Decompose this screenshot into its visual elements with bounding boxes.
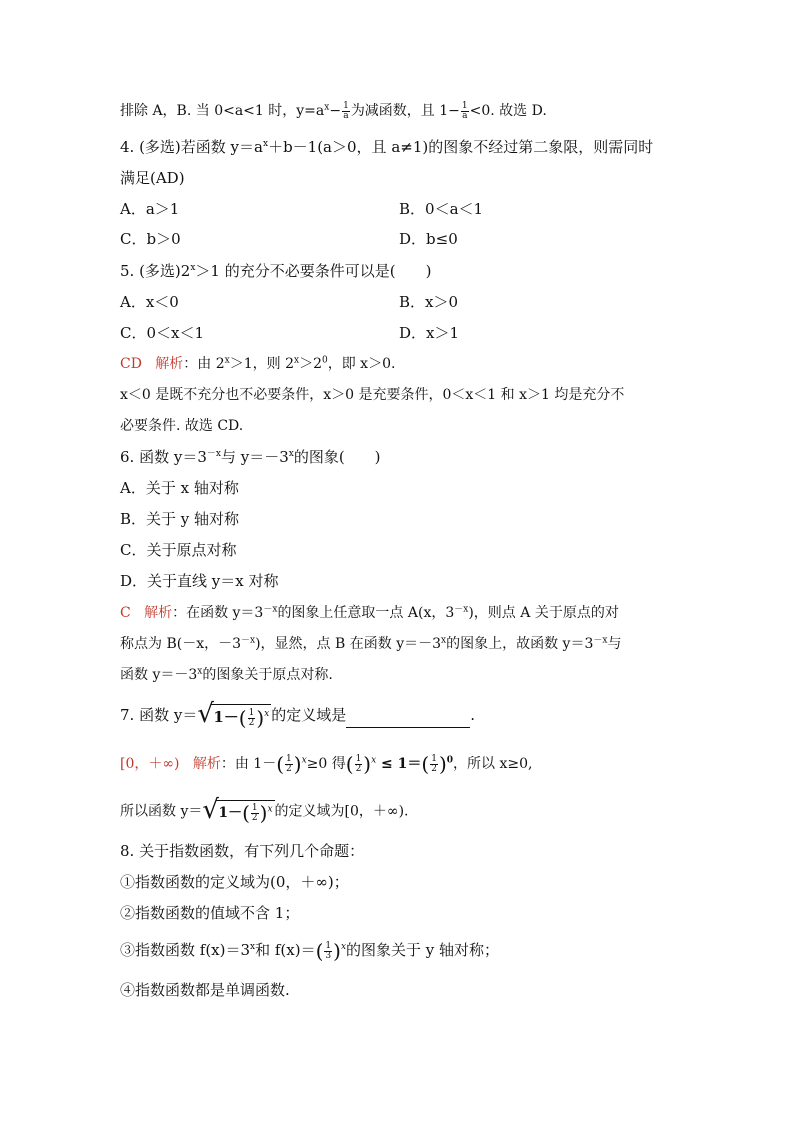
option-d: D．x＞1 [399, 324, 460, 342]
text: 的图象上，故函数 y＝3 [446, 636, 594, 652]
explanation: x＜0 是既不充分也不必要条件，x＞0 是充要条件，0＜x＜1 和 x＞1 均是充分不 [120, 387, 625, 403]
frac-den: 2 [431, 763, 437, 774]
text: ，所以 x≥0, [453, 756, 533, 772]
question-7 [120, 699, 475, 730]
frac-den: a [343, 110, 349, 121]
question-5 [120, 261, 431, 281]
sup: －x [454, 604, 469, 615]
sup: x [250, 942, 256, 952]
text: 4. (多选)若函数 y＝a [120, 138, 263, 156]
sup: x [324, 102, 330, 113]
option-b: B．关于 y 轴对称 [120, 510, 240, 528]
option-d: D．关于直线 y＝x 对称 [120, 572, 279, 590]
text: ：由 1－ [220, 756, 277, 772]
sup: x [441, 635, 447, 646]
text: 5. (多选)2 [120, 262, 191, 280]
text: <0. 故选 D. [469, 103, 547, 119]
option-a: A．x＜0 [120, 293, 179, 311]
text: 排除 A，B. 当 0<a<1 时，y=a [120, 103, 325, 119]
text: ＋b－1(a＞0，且 a≠1)的图象不经过第二象限，则需同时 [268, 138, 654, 156]
text: 与 [607, 636, 622, 652]
option-c: C．0＜x＜1 [120, 324, 205, 342]
fraction [355, 755, 363, 774]
text: ：由 2 [183, 356, 225, 372]
frac-den: 2 [286, 763, 292, 774]
sup: x [262, 139, 269, 149]
text: 的图象关于 y 轴对称； [346, 941, 500, 959]
answer-blank [346, 713, 470, 728]
text: 的定义域是 [271, 706, 347, 724]
statement-3: ③指数函数 $f(x)=3^x$和 f(x)＝( $\frac{1}{3}$ )$^x$的图象关于 y 轴对称； [120, 939, 500, 963]
frac-num: 1 [325, 940, 332, 951]
option-a: A．a＞1 [120, 200, 180, 218]
statement-2: ②指数函数的值域不含 1； [120, 904, 300, 922]
sup: 0 [322, 355, 328, 366]
text: 1－ [213, 708, 239, 726]
text: 的图象( ) [293, 448, 381, 466]
sup: －x [593, 635, 608, 646]
text: ≤ 1＝ [376, 756, 422, 772]
sup: x [294, 355, 300, 366]
option-d: D．b≤0 [399, 230, 458, 248]
fraction [430, 755, 438, 774]
sup: x [340, 942, 347, 952]
fraction [251, 804, 259, 823]
text: ：在函数 y＝3 [172, 605, 264, 621]
sup: －x [241, 635, 256, 646]
answer-6 [120, 603, 619, 623]
sup: x [264, 709, 270, 719]
question-4-cont: 满足(AD) [120, 169, 185, 187]
explanation [120, 795, 409, 825]
text: ，即 x＞0. [327, 356, 396, 372]
text: 与 y＝－3 [220, 448, 289, 466]
sup: －x [206, 449, 221, 459]
frac-den: a [462, 110, 468, 121]
frac-num: 1 [248, 707, 255, 718]
explanation [120, 634, 621, 654]
option-c: C．b＞0 [120, 230, 181, 248]
explanation [120, 665, 333, 685]
fraction [285, 755, 293, 774]
sup: x [288, 449, 294, 459]
text: 和 f(x)＝ [255, 941, 316, 959]
option-b: B．0＜a＜1 [399, 200, 484, 218]
text: . [470, 706, 475, 724]
question-8: 8. 关于指数函数，有下列几个命题： [120, 842, 365, 860]
sup: x [301, 755, 307, 766]
prev-solution-line [120, 101, 547, 121]
fraction [342, 102, 350, 121]
text: 称点为 B(－x，－3 [120, 636, 242, 652]
frac-num: 1 [251, 802, 258, 813]
text: 6. 函数 y＝3 [120, 448, 207, 466]
text: 函数 y＝－3 [120, 667, 198, 683]
frac-den: 2 [251, 812, 258, 823]
fraction [324, 942, 332, 961]
option-b: B．x＞0 [399, 293, 459, 311]
frac-den: 3 [325, 950, 332, 961]
answer-label: [0，＋∞) [120, 756, 180, 772]
sup: x [197, 666, 203, 677]
text: ③指数函数 f(x)＝3 [120, 941, 251, 959]
text: − [329, 103, 342, 119]
explanation: 必要条件. 故选 CD. [120, 418, 244, 434]
text: 的定义域为[0，＋∞). [274, 803, 409, 820]
text: 7. 函数 y＝ [120, 706, 198, 724]
question-4 [120, 137, 653, 157]
frac-num: 1 [355, 753, 362, 764]
text: 所以函数 y＝ [120, 803, 203, 820]
text: )，则点 A 关于原点的对 [468, 605, 619, 621]
statement-4: ④指数函数都是单调函数. [120, 981, 290, 999]
frac-num: 1 [343, 100, 349, 111]
analysis-label: 解析 [192, 756, 221, 772]
text: ＞1，则 2 [229, 356, 294, 372]
sup: x [190, 263, 196, 273]
option-a: A．关于 x 轴对称 [120, 479, 239, 497]
frac-num: 1 [461, 100, 468, 111]
text: ≥0 得 [306, 756, 346, 772]
sup: x [371, 755, 377, 766]
statement-1: ①指数函数的定义域为(0，＋∞)； [120, 873, 349, 891]
frac-num: 1 [286, 753, 292, 764]
answer-7: [0，＋∞) 解析：由 1－( $\frac{1}{2}$ )$^x$≥0 得( $\frac{1}{2}$ )$^x$ ≤ 1＝( $\frac{1}{2}$ )$^0$，所以 x≥0, [120, 752, 533, 776]
sup: 0 [446, 755, 454, 766]
text: 1－ [218, 805, 243, 821]
answer-label: CD [120, 356, 142, 372]
analysis-label: 解析 [155, 356, 184, 372]
frac-num: 1 [431, 753, 437, 764]
text: )，显然，点 B 在函数 y＝－3 [255, 636, 442, 652]
sup: x [267, 804, 273, 815]
analysis-label: 解析 [144, 605, 173, 621]
fraction [248, 709, 256, 728]
frac-den: 2 [355, 763, 362, 774]
fraction [461, 102, 469, 121]
sup: －x [263, 604, 278, 615]
sqrt: √ 1－( $\frac{1}{2}$ )$^x$ [197, 699, 270, 730]
sqrt: √ 1－( $\frac{1}{2}$ )$^x$ [202, 795, 273, 825]
frac-den: 2 [248, 717, 255, 728]
text: ＞2 [299, 356, 322, 372]
text: 为减函数，且 1− [350, 103, 460, 119]
answer-5 [120, 354, 395, 374]
sup: x [224, 355, 230, 366]
text: 的图象关于原点对称. [202, 667, 333, 683]
question-6 [120, 447, 381, 467]
text: ＞1 的充分不必要条件可以是( ) [195, 262, 432, 280]
text: 的图象上任意取一点 A(x，3 [277, 605, 455, 621]
answer-label: C [120, 605, 131, 621]
option-c: C．关于原点对称 [120, 541, 237, 559]
